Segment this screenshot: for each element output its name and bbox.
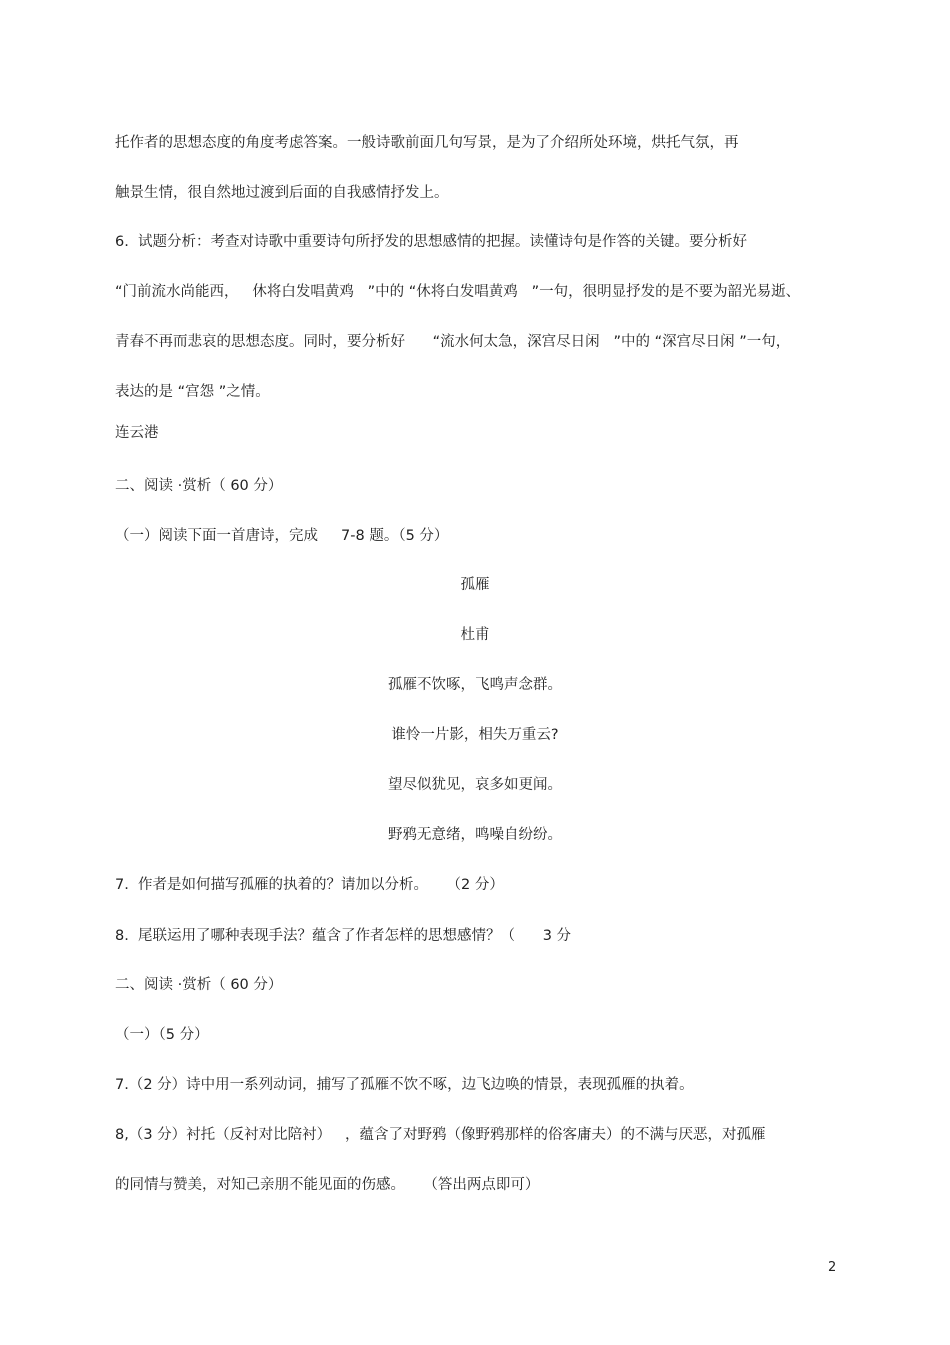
section-heading: 二、阅读 ·赏析（ 60 分） — [115, 977, 283, 993]
question-8: 8. 尾联运用了哪种表现手法？蕴含了作者怎样的思想感情？（ 3 分 — [115, 928, 572, 944]
section-heading: 二、阅读 ·赏析（ 60 分） — [115, 478, 283, 494]
answer-6-line: 青春不再而悲哀的思想态度。同时，要分析好 “流水何太急，深宫尽日闲 ”中的 “深宫尽日闲 ”一句， — [115, 334, 791, 350]
poem-line: 野鸦无意绪，鸣噪自纷纷。 — [388, 827, 562, 843]
answer-8: 8,（3 分）衬托（反衬对比陪衬） ，蕴含了对野鸦（像野鸦那样的俗客庸夫）的不满与厌恶，对孤雁 — [115, 1127, 766, 1143]
answer-8: 的同情与赞美，对知己亲朋不能见面的伤感。 （答出两点即可） — [115, 1177, 540, 1193]
poem-title: 孤雁 — [460, 577, 490, 593]
answer-7: 7.（2 分）诗中用一系列动词，捕写了孤雁不饮不啄，边飞边唤的情景，表现孤雁的执着。 — [115, 1077, 694, 1093]
answer-section-label: （一）（5 分） — [115, 1027, 209, 1043]
answer-text-line: 托作者的思想态度的角度考虑答案。一般诗歌前面几句写景，是为了介绍所处环境，烘托气氛，再 — [115, 135, 739, 151]
question-instruction: （一）阅读下面一首唐诗，完成 7-8 题。（5 分） — [115, 528, 449, 544]
answer-6-line: 6. 试题分析：考查对诗歌中重要诗句所抒发的思想感情的把握。读懂诗句是作答的关键。要分析好 — [115, 234, 748, 250]
poem-author: 杜甫 — [460, 627, 490, 643]
region-label: 连云港 — [115, 425, 159, 441]
answer-6-line: “门前流水尚能西， 休将白发唱黄鸡 ”中的 “休将白发唱黄鸡 ”一句，很明显抒发的是不要为韶光易逝、 — [115, 284, 801, 300]
answer-6-line: 表达的是 “宫怨 ”之情。 — [115, 384, 270, 400]
poem-line: 望尽似犹见，哀多如更闻。 — [388, 777, 562, 793]
page-number: 2 — [828, 1260, 837, 1275]
poem-line: 孤雁不饮啄，飞鸣声念群。 — [388, 677, 562, 693]
question-7: 7. 作者是如何描写孤雁的执着的？请加以分析。 （2 分） — [115, 877, 504, 893]
answer-text-line: 触景生情，很自然地过渡到后面的自我感情抒发上。 — [115, 185, 449, 201]
poem-line: 谁怜一片影，相失万重云? — [391, 727, 559, 743]
